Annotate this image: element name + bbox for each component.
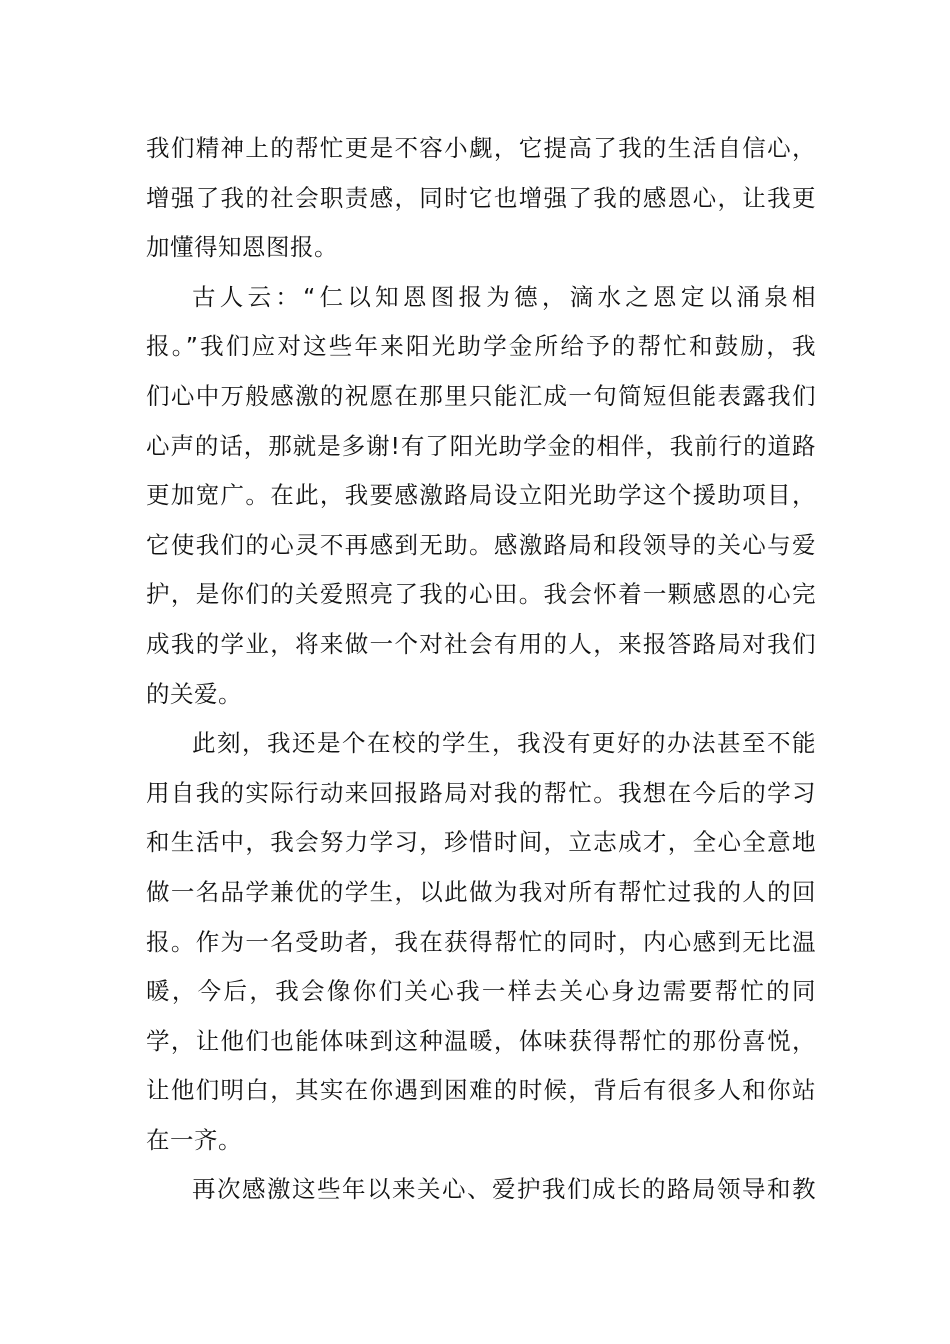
text-line: 我们精神上的帮忙更是不容小觑，它提高了我的生活自信心， bbox=[146, 134, 816, 162]
text-line: 报。”我们应对这些年来阳光助学金所给予的帮忙和鼓励，我 bbox=[146, 332, 816, 361]
text-line: 增强了我的社会职责感，同时它也增强了我的感恩心，让我更 bbox=[146, 183, 816, 212]
text-line: 学，让他们也能体味到这种温暖，体味获得帮忙的那份喜悦， bbox=[146, 1026, 816, 1055]
text-line: 让他们明白，其实在你遇到困难的时候，背后有很多人和你站 bbox=[146, 1076, 816, 1105]
text-line: 心声的话，那就是多谢!有了阳光助学金的相伴，我前行的道路 bbox=[146, 431, 816, 460]
text-line: 报。作为一名受助者，我在获得帮忙的同时，内心感到无比温 bbox=[146, 927, 816, 956]
paragraph-start-line: 再次感激这些年以来关心、爱护我们成长的路局领导和教 bbox=[192, 1175, 816, 1204]
text-line: 它使我们的心灵不再感到无助。感激路局和段领导的关心与爱 bbox=[146, 530, 816, 559]
text-line: 做一名品学兼优的学生，以此做为我对所有帮忙过我的人的回 bbox=[146, 877, 816, 906]
text-line: 更加宽广。在此，我要感激路局设立阳光助学这个援助项目， bbox=[146, 481, 816, 510]
text-line: 和生活中，我会努力学习，珍惜时间，立志成才，全心全意地 bbox=[146, 828, 816, 857]
text-line: 的关爱。 bbox=[146, 679, 242, 708]
paragraph-start-line: 古人云：“仁以知恩图报为德，滴水之恩定以涌泉相 bbox=[192, 282, 816, 311]
text-line: 加懂得知恩图报。 bbox=[146, 233, 338, 262]
text-line: 用自我的实际行动来回报路局对我的帮忙。我想在今后的学习 bbox=[146, 778, 816, 807]
paragraph-start-line: 此刻，我还是个在校的学生，我没有更好的办法甚至不能 bbox=[192, 729, 816, 758]
text-line: 们心中万般感激的祝愿在那里只能汇成一句简短但能表露我们 bbox=[146, 381, 816, 410]
text-line: 成我的学业，将来做一个对社会有用的人，来报答路局对我们 bbox=[146, 629, 816, 658]
text-line: 在一齐。 bbox=[146, 1125, 242, 1154]
document-body bbox=[146, 124, 816, 1215]
text-line: 护，是你们的关爱照亮了我的心田。我会怀着一颗感恩的心完 bbox=[146, 580, 816, 609]
text-line: 暖，今后，我会像你们关心我一样去关心身边需要帮忙的同 bbox=[146, 977, 816, 1006]
